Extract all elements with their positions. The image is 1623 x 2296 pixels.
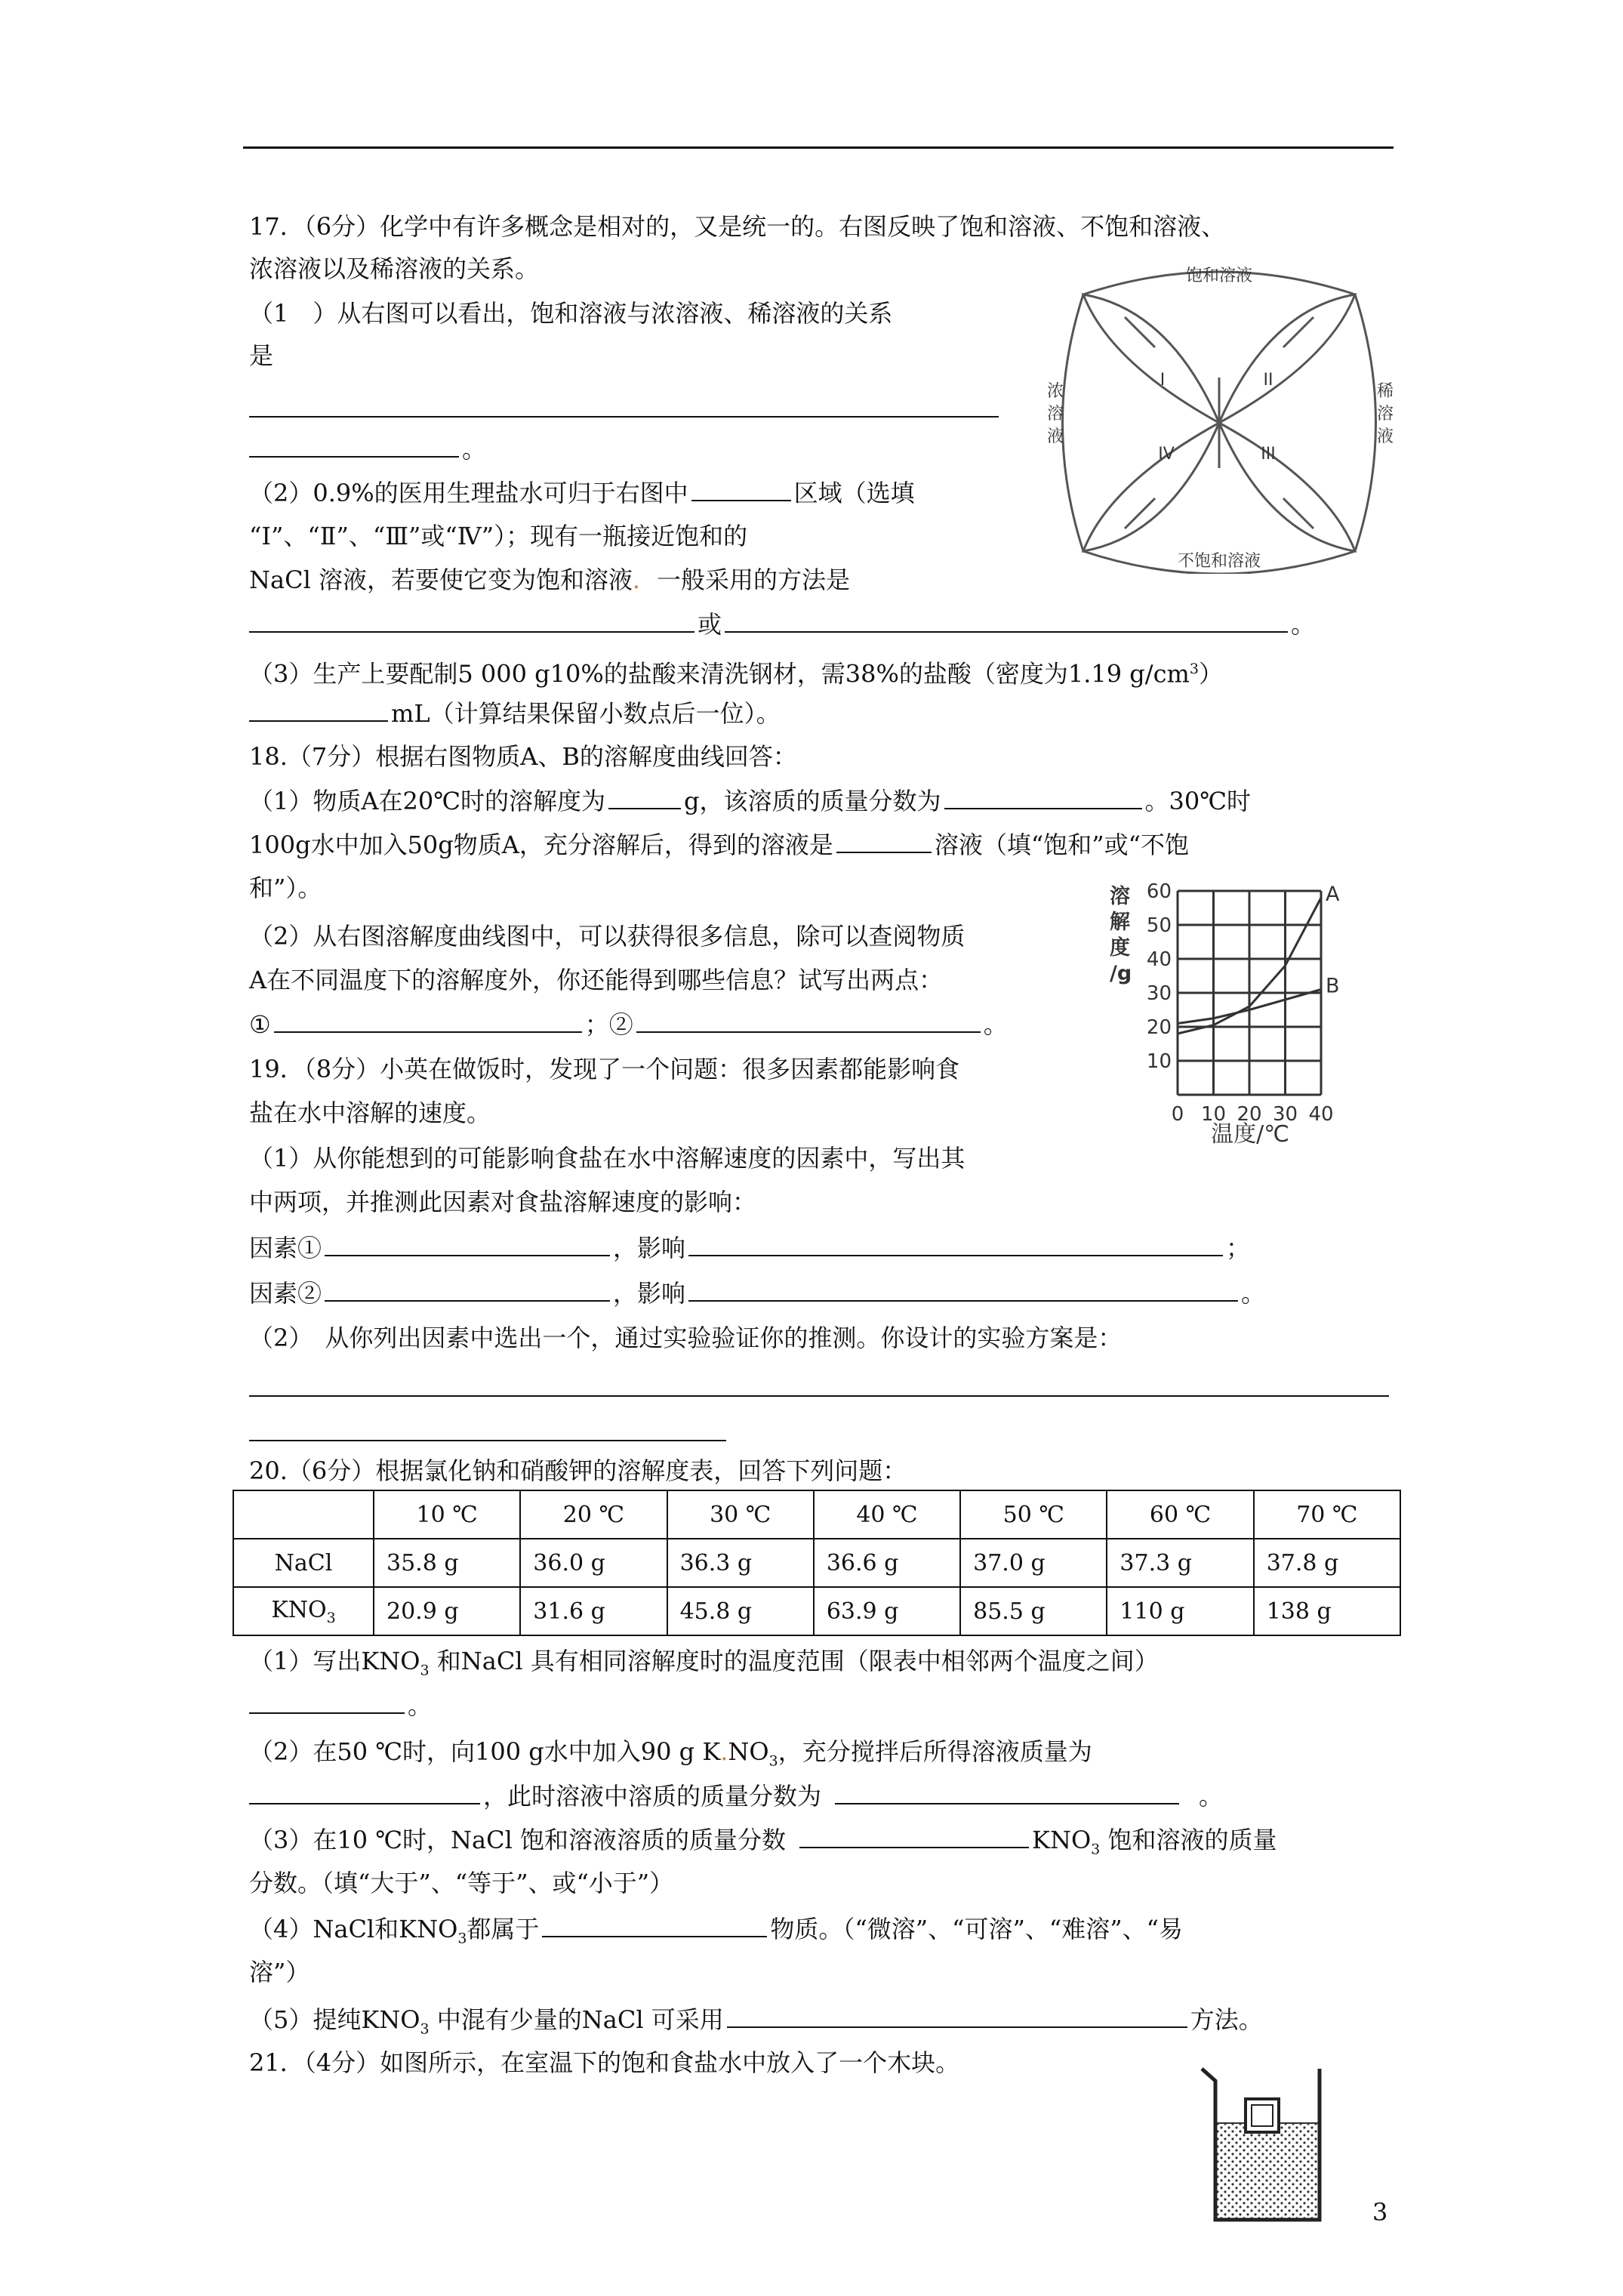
y-tick-label: 20: [1146, 1016, 1172, 1039]
q20-solution-mass-blank[interactable]: [249, 1779, 480, 1804]
q18-info-blank-2[interactable]: [636, 1007, 981, 1033]
q20-part5: （5）提纯$KNO_3$ 中混有少量的NaCl 可采用 方法。: [249, 2002, 1263, 2045]
q17-volume-blank[interactable]: [249, 696, 388, 722]
row-label-nacl: NaCl: [233, 1539, 374, 1587]
x-tick-label: 0: [1171, 1103, 1184, 1126]
nacl-value-cell: 35.8 g: [374, 1539, 520, 1587]
q17-stem: 17．（6分）化学中有许多概念是相对的，又是统一的。右图反映了饱和溶液、不饱和溶液、: [249, 212, 1226, 241]
q19-stem: 19．（8分）小英在做饭时，发现了一个问题：很多因素都能影响食: [249, 1055, 960, 1083]
q19-factor-2: 因素② ，影响 。: [249, 1276, 1265, 1310]
wood-block: [1246, 2099, 1279, 2132]
nacl-value-cell: 36.0 g: [520, 1539, 667, 1587]
q20-compare-blank[interactable]: [799, 1823, 1029, 1848]
q17-answer-line-1[interactable]: [249, 416, 999, 418]
temp-cell: 40 ℃: [814, 1490, 960, 1539]
x-tick-label: 20: [1236, 1103, 1262, 1126]
q18-info-blank-1[interactable]: [274, 1007, 582, 1033]
q20-part3: （3）在10 ℃时，NaCl 饱和溶液溶质的质量分数 $KNO_3$ 饱和溶液的质量: [249, 1823, 1277, 1866]
diagram-label-saturated: 饱和溶液: [1185, 267, 1253, 285]
chart-y-ticks: [1147, 880, 1172, 1073]
nacl-value-cell: 36.3 g: [667, 1539, 814, 1587]
q18-solubility-blank[interactable]: [608, 784, 681, 809]
q17-answer-line-2[interactable]: [249, 432, 459, 458]
q19-effect-2-blank[interactable]: [688, 1276, 1238, 1302]
q18-part1-c: 和”）。: [249, 874, 322, 902]
q19-part1-b: 中两项，并推测此因素对食盐溶解速度的影响：: [249, 1188, 757, 1216]
diagram-label-dilute-char-1: 稀: [1376, 382, 1394, 401]
y-tick-label: 30: [1146, 982, 1172, 1005]
q21-stem: 21．（4分）如图所示，在室温下的饱和食盐水中放入了一个木块。: [249, 2048, 960, 2077]
q17-part1-end: 。: [249, 432, 486, 466]
q20-stem: 20.（6分）根据氯化钠和硝酸钾的溶解度表，回答下列问题：: [249, 1456, 907, 1485]
q20-method-blank[interactable]: [727, 2002, 1187, 2028]
concentrated-arc: [1063, 294, 1084, 551]
kno3-value-cell: 31.6 g: [520, 1587, 667, 1635]
q18-part2-c: ① ；② 。: [249, 1007, 1008, 1041]
q17-part2-d: 或 。: [249, 607, 1315, 641]
diagram-label-concentrated-char-1: 浓: [1046, 382, 1064, 401]
q17-region-blank[interactable]: [691, 476, 791, 501]
region-1-label: I: [1160, 371, 1166, 390]
q18-part1: （1）物质A在20℃时的溶解度为 g，该溶质的质量分数为 。30℃时: [249, 784, 1251, 818]
ylabel-char-4: /g: [1110, 962, 1132, 985]
y-tick-label: 60: [1146, 880, 1172, 903]
q19-part1: （1）从你能想到的可能影响食盐在水中溶解速度的因素中，写出其: [249, 1144, 965, 1173]
table-corner-cell: [233, 1490, 374, 1539]
diagram-label-concentrated-char-3: 液: [1046, 427, 1064, 446]
region-2-label: II: [1263, 371, 1273, 390]
q17-part3-b: mL（计算结果保留小数点后一位）。: [249, 696, 781, 730]
petal-bottom-left: [1083, 423, 1219, 551]
diagram-label-concentrated-char-2: 溶: [1046, 405, 1064, 424]
q20-part1-b: 。: [249, 1688, 432, 1722]
table-header-row: [233, 1490, 1400, 1539]
series-label-a: A: [1326, 883, 1340, 906]
ylabel-char-1: 溶: [1110, 885, 1130, 908]
region-4-label: IV: [1158, 445, 1175, 464]
q19-part2: （2） 从你列出因素中选出一个，通过实验验证你的推测。你设计的实验方案是：: [249, 1324, 1123, 1352]
kno3-value-cell: 85.5 g: [960, 1587, 1107, 1635]
q18-mass-fraction-blank[interactable]: [944, 784, 1142, 809]
petal-bottom-right: [1219, 423, 1355, 551]
q20-part2-b: ，此时溶液中溶质的质量分数为 。: [249, 1779, 1223, 1813]
q18-part2-b: A在不同温度下的溶解度外，你还能得到哪些信息？试写出两点：: [249, 966, 944, 994]
header-rule: [243, 146, 1394, 149]
temp-cell: 10 ℃: [374, 1490, 520, 1539]
petal-top-right: [1219, 294, 1355, 423]
q18-part1-b: 100g水中加入50g物质A，充分溶解后，得到的溶液是 溶液（填“饱和”或“不饱: [249, 827, 1189, 861]
q17-method-blank-1[interactable]: [249, 607, 694, 633]
row-label-kno3: $KNO_3$: [233, 1587, 374, 1635]
q17-method-blank-2[interactable]: [725, 607, 1288, 633]
y-tick-label: 10: [1146, 1050, 1172, 1073]
q19-effect-1-blank[interactable]: [688, 1231, 1223, 1256]
chart-grid: [1178, 891, 1321, 1095]
q20-part4-b: 溶”）: [249, 1958, 310, 1986]
region-3-label: III: [1261, 445, 1276, 464]
q17-part1: （1 ）从右图可以看出，饱和溶液与浓溶液、稀溶液的关系: [249, 299, 893, 328]
beaker-with-wood-block-image: [1185, 2054, 1351, 2235]
kno3-value-cell: 110 g: [1107, 1587, 1253, 1635]
q17-part3: （3）生产上要配制5 000 g10%的盐酸来清洗钢材，需38%的盐酸（密度为1.19 $g/cm^3$）: [249, 659, 1223, 689]
y-tick-label: 40: [1146, 948, 1172, 971]
ylabel-char-3: 度: [1110, 936, 1130, 960]
nacl-value-cell: 36.6 g: [814, 1539, 960, 1587]
diagram-label-concentrated: [1047, 382, 1064, 446]
q20-temp-range-blank[interactable]: [249, 1688, 405, 1714]
q20-solubility-class-blank[interactable]: [542, 1912, 767, 1937]
solubility-chart: [1110, 876, 1397, 1148]
q17-stem-2: 浓溶液以及稀溶液的关系。: [249, 254, 540, 283]
table-row-kno3: [233, 1587, 1400, 1635]
series-label-b: B: [1326, 974, 1340, 998]
diagram-label-dilute-char-3: 液: [1376, 427, 1394, 446]
page-number: 3: [1372, 2198, 1388, 2227]
x-tick-label: 30: [1272, 1103, 1298, 1126]
q20-mass-fraction-blank[interactable]: [835, 1779, 1179, 1804]
nacl-value-cell: 37.3 g: [1107, 1539, 1253, 1587]
q20-part3-b: 分数。（填“大于”、“等于”、或“小于”）: [249, 1869, 674, 1897]
q18-solution-type-blank[interactable]: [836, 827, 932, 853]
kno3-value-cell: 45.8 g: [667, 1587, 814, 1635]
q18-part2: （2）从右图溶解度曲线图中，可以获得很多信息，除可以查阅物质: [249, 922, 965, 951]
diagram-label-unsaturated: 不饱和溶液: [1177, 552, 1261, 571]
salt-water: [1215, 2123, 1320, 2218]
q20-part2: （2）在50 ℃时，向100 g水中加入90 g $K.NO_3$，充分搅拌后所得溶液质量为: [249, 1737, 1092, 1770]
x-tick-label: 40: [1308, 1103, 1334, 1126]
chart-xlabel: 温度/℃: [1211, 1121, 1289, 1148]
solubility-table: [233, 1490, 1401, 1636]
nacl-value-cell: 37.0 g: [960, 1539, 1107, 1587]
temp-cell: 30 ℃: [667, 1490, 814, 1539]
q17-part1-b: 是: [249, 341, 274, 370]
q17-part2-c: NaCl 溶液，若要使它变为饱和溶液．一般采用的方法是: [249, 566, 851, 594]
x-tick-label: 10: [1200, 1103, 1227, 1126]
diagram-label-dilute: [1377, 382, 1394, 446]
temp-cell: 20 ℃: [520, 1490, 667, 1539]
q17-part2: （2）0.9%的医用生理盐水可归于右图中 区域（选填: [249, 476, 915, 510]
kno3-value-cell: 63.9 g: [814, 1587, 960, 1635]
q19-factor-1-blank[interactable]: [325, 1231, 610, 1256]
temp-cell: 50 ℃: [960, 1490, 1107, 1539]
q20-part1: （1）写出$KNO_3$ 和NaCl 具有相同溶解度时的温度范围（限表中相邻两个温度之间）: [249, 1647, 1159, 1679]
diagram-label-dilute-char-2: 溶: [1376, 405, 1394, 424]
q19-answer-line-1[interactable]: [249, 1395, 1389, 1397]
temp-cell: 70 ℃: [1254, 1490, 1400, 1539]
temp-cell: 60 ℃: [1107, 1490, 1253, 1539]
q19-factor-1: 因素① ，影响 ；: [249, 1231, 1250, 1265]
q19-stem-2: 盐在水中溶解的速度。: [249, 1099, 491, 1127]
ylabel-char-2: 解: [1110, 911, 1130, 934]
q20-part4: （4）NaCl和$KNO_3$都属于 物质。（“微溶”、“可溶”、“难溶”、“易: [249, 1912, 1183, 1955]
chart-series-labels: [1326, 883, 1340, 998]
q19-factor-2-blank[interactable]: [325, 1276, 610, 1302]
q19-answer-line-2[interactable]: [249, 1440, 726, 1441]
q17-part2-b: “Ⅰ”、“Ⅱ”、“Ⅲ”或“Ⅳ”）；现有一瓶接近饱和的: [249, 522, 748, 550]
table-row-nacl: [233, 1539, 1400, 1587]
petal-top-left: [1083, 294, 1219, 423]
kno3-value-cell: 138 g: [1254, 1587, 1400, 1635]
solution-relationship-diagram: [1042, 264, 1397, 574]
q18-stem: 18.（7分）根据右图物质A、B的溶解度曲线回答：: [249, 742, 797, 771]
kno3-value-cell: 20.9 g: [374, 1587, 520, 1635]
dilute-arc: [1355, 294, 1376, 551]
chart-ylabel: [1110, 885, 1132, 985]
y-tick-label: 50: [1146, 914, 1172, 937]
nacl-value-cell: 37.8 g: [1254, 1539, 1400, 1587]
